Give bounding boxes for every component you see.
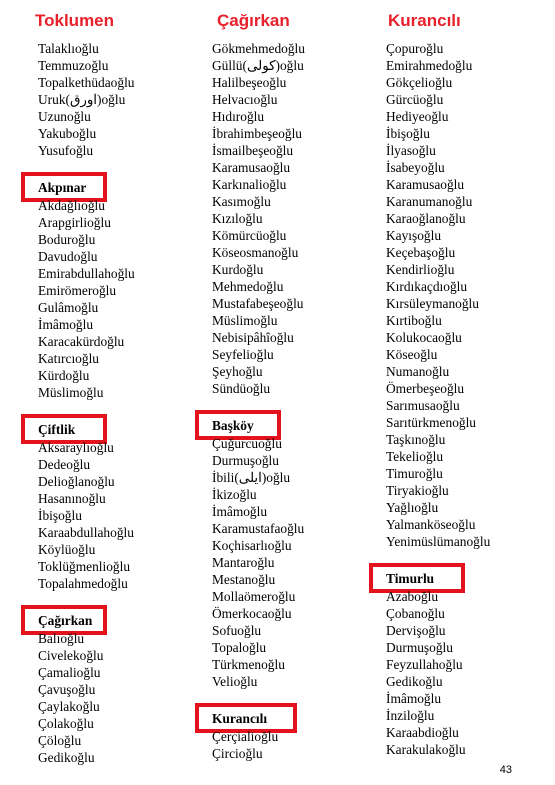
surname-item: Çöloğlu: [38, 733, 82, 748]
surname-item: Emirahmedoğlu: [386, 58, 473, 73]
surname-item: Uruk(اورق)oğlu: [38, 92, 126, 107]
surname-item: İmâmoğlu: [386, 691, 442, 706]
surname-item: Türkmenoğlu: [212, 657, 285, 672]
surname-item: Velioğlu: [212, 674, 258, 689]
surname-item: Mantaroğlu: [212, 555, 275, 570]
surname-list: [386, 40, 490, 550]
column-title: Toklumen: [35, 11, 115, 30]
surname-list: [212, 435, 304, 690]
surname-item: Kolukocaoğlu: [386, 330, 462, 345]
surname-item: Kurdoğlu: [212, 262, 264, 277]
surname-item: Numanoğlu: [386, 364, 450, 379]
surname-item: Mustafabeşeoğlu: [212, 296, 304, 311]
surname-list: [38, 439, 134, 592]
column-title: Kurancılı: [388, 11, 461, 30]
subheading: Kurancılı: [212, 711, 268, 726]
surname-item: Kızıloğlu: [212, 211, 263, 226]
surname-item: Yalmanköseoğlu: [386, 517, 476, 532]
surname-item: Sarıtürkmenoğlu: [386, 415, 477, 430]
surname-item: Keçebaşoğlu: [386, 245, 456, 260]
surname-item: Toklüğmenlioğlu: [38, 559, 131, 574]
surname-item: Gedikoğlu: [386, 674, 443, 689]
subheading: Çiftlik: [38, 422, 76, 437]
surname-item: Karaoğlanoğlu: [386, 211, 466, 226]
surname-item: Köylüoğlu: [38, 542, 96, 557]
page-number: 43: [499, 764, 512, 776]
surname-item: İsmailbeşeoğlu: [212, 143, 294, 158]
surname-item: Sarımusaoğlu: [386, 398, 460, 413]
surname-item: Temmuzoğlu: [38, 58, 109, 73]
surname-item: Timuroğlu: [386, 466, 443, 481]
surname-item: Karanumanoğlu: [386, 194, 473, 209]
surname-item: Sofuoğlu: [212, 623, 262, 638]
surname-item: Uzunoğlu: [38, 109, 91, 124]
surname-item: Dedeoğlu: [38, 457, 91, 472]
surname-item: Talaklıoğlu: [38, 41, 99, 56]
surname-item: Kırtiboğlu: [386, 313, 442, 328]
surname-item: Güllü(كولى)oğlu: [212, 58, 304, 73]
subheading: Akpınar: [38, 180, 87, 195]
surname-item: Köseoğlu: [386, 347, 438, 362]
surname-item: Çuğurcuoğlu: [212, 436, 282, 451]
surname-item: Kürdoğlu: [38, 368, 90, 383]
surname-item: İmâmoğlu: [38, 317, 94, 332]
surname-item: Kömürcüoğlu: [212, 228, 287, 243]
surname-item: İbili(ايلى)oğlu: [212, 470, 291, 485]
surname-item: Boduroğlu: [38, 232, 96, 247]
surname-item: Mehmedoğlu: [212, 279, 284, 294]
surname-item: Topalkethüdaoğlu: [38, 75, 135, 90]
column-title: Çağırkan: [217, 11, 290, 30]
subheading: Başköy: [212, 418, 254, 433]
surname-item: Kırdıkaçdıoğlu: [386, 279, 468, 294]
surname-item: Feyzullahoğlu: [386, 657, 463, 672]
surname-item: Kayışoğlu: [386, 228, 442, 243]
surname-item: Durmuşoğlu: [386, 640, 453, 655]
surname-item: İbişoğlu: [38, 508, 82, 523]
surname-item: Tekelioğlu: [386, 449, 444, 464]
surname-item: Yağlıoğlu: [386, 500, 439, 515]
surname-item: Çobanoğlu: [386, 606, 445, 621]
surname-item: İlyasoğlu: [386, 143, 436, 158]
surname-item: Köseosmanoğlu: [212, 245, 299, 260]
surname-item: Topalahmedoğlu: [38, 576, 128, 591]
surname-item: Müslimoğlu: [212, 313, 278, 328]
surname-item: Hediyeoğlu: [386, 109, 449, 124]
surname-item: Sündüoğlu: [212, 381, 271, 396]
surname-item: Kırsüleymanoğlu: [386, 296, 479, 311]
surname-item: Dervişoğlu: [386, 623, 446, 638]
surname-item: Çircioğlu: [212, 746, 263, 761]
surname-item: Şeyhoğlu: [212, 364, 263, 379]
surname-item: Balıoğlu: [38, 631, 85, 646]
surname-item: Ömerkocaoğlu: [212, 606, 292, 621]
surname-item: Emirömeroğlu: [38, 283, 117, 298]
surname-item: Müslimoğlu: [38, 385, 104, 400]
surname-list: [386, 588, 466, 758]
surname-item: Çopuroğlu: [386, 41, 444, 56]
surname-item: Yusufoğlu: [38, 143, 94, 158]
surname-item: İsabeyoğlu: [386, 160, 445, 175]
surname-item: Yenimüslümanoğlu: [386, 534, 491, 549]
surname-item: Mestanoğlu: [212, 572, 276, 587]
surname-item: Davudoğlu: [38, 249, 98, 264]
surname-item: Çavuşoğlu: [38, 682, 96, 697]
surname-item: Ömerbeşeoğlu: [386, 381, 465, 396]
surname-item: Durmuşoğlu: [212, 453, 279, 468]
surname-item: Gökmehmedoğlu: [212, 41, 305, 56]
surname-item: Azaboğlu: [386, 589, 439, 604]
surname-item: Arapgirlioğlu: [38, 215, 111, 230]
surname-item: Gürcüoğlu: [386, 92, 444, 107]
surname-item: İmâmoğlu: [212, 504, 268, 519]
surname-item: Hasanınoğlu: [38, 491, 106, 506]
surname-item: İnziloğlu: [386, 708, 435, 723]
surname-item: İbişoğlu: [386, 126, 430, 141]
surname-item: Gökçelioğlu: [386, 75, 453, 90]
surname-item: Katırcıoğlu: [38, 351, 99, 366]
surname-item: İbrahimbeşeoğlu: [212, 126, 302, 141]
surname-item: Koçhisarlıoğlu: [212, 538, 292, 553]
surname-item: Delioğlanoğlu: [38, 474, 115, 489]
surname-item: Helvacıoğlu: [212, 92, 278, 107]
surname-item: Çamalioğlu: [38, 665, 101, 680]
surname-item: Kendirlioğlu: [386, 262, 455, 277]
surname-item: Mollaömeroğlu: [212, 589, 296, 604]
surname-item: Hıdıroğlu: [212, 109, 265, 124]
surname-item: Emirabdullahoğlu: [38, 266, 135, 281]
surname-item: Topaloğlu: [212, 640, 267, 655]
surname-item: Çaylakoğlu: [38, 699, 100, 714]
surname-item: Karacakürdoğlu: [38, 334, 125, 349]
surname-item: Kasımoğlu: [212, 194, 271, 209]
surname-item: Karamusaoğlu: [212, 160, 291, 175]
surname-item: Gulâmoğlu: [38, 300, 99, 315]
subheading: Timurlu: [386, 571, 435, 586]
surname-item: Karaabdullahoğlu: [38, 525, 134, 540]
surname-item: Tiryakioğlu: [386, 483, 449, 498]
surname-item: Karamustafaoğlu: [212, 521, 305, 536]
surname-item: İkizoğlu: [212, 487, 257, 502]
subheading: Çağırkan: [38, 613, 93, 628]
surname-item: Civelekoğlu: [38, 648, 104, 663]
surname-item: Nebisipâhîoğlu: [212, 330, 294, 345]
surname-item: Yakuboğlu: [38, 126, 97, 141]
surname-item: Çolakoğlu: [38, 716, 94, 731]
surname-item: Çerçialioğlu: [212, 729, 279, 744]
surname-list: [38, 197, 135, 401]
surname-item: Karamusaoğlu: [386, 177, 465, 192]
surname-item: Halilbeşeoğlu: [212, 75, 287, 90]
surname-item: Aksaraylıoğlu: [38, 440, 114, 455]
surname-item: Taşkınoğlu: [386, 432, 446, 447]
surname-list: [212, 40, 305, 397]
surname-list: [38, 40, 135, 159]
surname-item: Seyfelioğlu: [212, 347, 274, 362]
surname-item: Karakulakoğlu: [386, 742, 466, 757]
surname-list: [212, 728, 278, 762]
surname-item: Akdağlıoğlu: [38, 198, 105, 213]
surname-list: [38, 630, 103, 766]
surname-item: Karkınalioğlu: [212, 177, 287, 192]
surname-item: Karaabdioğlu: [386, 725, 459, 740]
surname-item: Gedikoğlu: [38, 750, 95, 765]
